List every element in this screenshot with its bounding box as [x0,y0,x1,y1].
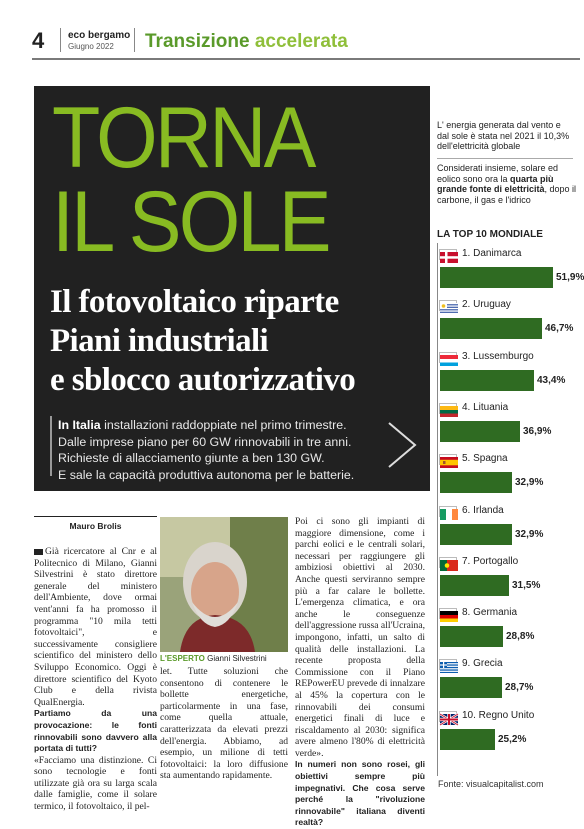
deck-text [58,417,378,483]
country-label: 3. Lussemburgo [462,350,534,362]
issue-date: Giugno 2022 [68,42,114,51]
country-label: 10. Regno Unito [462,709,535,721]
country-label: 1. Danimarca [462,248,522,259]
section-title-part2: accelerata [254,31,348,52]
lithuania-flag-icon [439,403,457,414]
section-title [145,31,348,53]
chart-row [437,450,577,500]
chart-row [437,604,577,654]
value-label: 32,9% [515,528,544,540]
publication-brand: eco bergamo [68,30,131,41]
sidebar-note-post: , dopo il carbone, il gas e l'idrico [437,184,577,205]
subheadline [50,283,430,400]
chart-title: LA TOP 10 MONDIALE [437,229,543,240]
country-label: 5. Spagna [462,453,508,465]
deck-bar [50,416,52,476]
chart-row [437,502,577,552]
photo-caption [160,654,288,663]
value-label: 32,9% [515,477,544,489]
uk-flag-icon [439,711,457,722]
interview-question-1: Partiamo da una provocazione: le fonti rinnovabili sono davvero alla portata di tutti? [34,708,157,754]
sidebar-note-bold: quarta più grande fonte di elettricità [437,173,554,194]
subheadline-line1: Il fotovoltaico riparte [50,284,339,320]
subheadline-line3: e sblocco autorizzativo [50,362,356,398]
chart-row [437,348,577,398]
chevron-right-icon [385,420,419,470]
value-label: 25,2% [498,733,527,745]
subheadline-line2: Piani industriali [50,323,269,359]
country-label: 4. Lituania [462,401,509,413]
deck-line2: Dalle imprese piano per 60 GW rinnovabili in tre anni. [58,434,352,449]
paragraph-3: Poi ci sono gli impianti di maggiore dimensione, come i parchi eolici e le centrali solari, necessari per raggiungere gli ambiziosi obiettivi al 2030. Anche questi serviranno sempre più a far calare le bollette. L'emergenza climatica, e ora anche le conseguenze dell'aggressione russa all'Ucraina, impongono, infatti, un salto di qualità delle installazioni. La recente proposta della Commissione con il Piano REPowerEU prevede di innalzare al 45% la copertura con le rinnovabili dei consumi energetici finali di luce e riscaldamento al 2030: significa avere almeno l'80% di elettricità verde». [295,516,425,759]
chart-bar [440,677,502,698]
denmark-flag-icon [439,249,457,260]
country-label: 7. Portogallo [462,555,519,567]
greece-flag-icon [439,659,457,670]
deck-lead: In Italia [58,418,101,432]
chart-source: Fonte: visualcapitalist.com [438,779,544,789]
headline-line1: TORNA [52,90,314,186]
sidebar-note-pre: Considerati insieme, solare ed eolico sono ora la [437,163,559,184]
article-column-2: let. Tutte soluzioni che consentono di contenere le bollette energetiche, particolarmente in una fase, come quella attuale, caratterizzata da elevati prezzi dell'energia. Abbiamo, ad esempio, un milione di tetti fotovoltaici: la loro diffusione sta aumentando rapidamente. [160,666,288,782]
paragraph-marker [34,549,43,555]
chart-row [437,399,577,449]
value-label: 28,8% [506,631,535,643]
sidebar-rule [437,158,573,159]
byline-rule [34,516,157,517]
chart-bar [440,626,503,647]
header-rule [32,58,580,60]
value-label: 46,7% [545,323,574,335]
deck-line4: E sale la capacità produttiva autonoma per le batterie. [58,467,355,482]
article-column-1 [34,546,157,813]
country-label: 9. Grecia [462,658,503,670]
portugal-flag-icon [439,557,457,568]
country-label: 2. Uruguay [462,299,511,311]
section-title-part1: Transizione [145,31,250,52]
chart-bar [440,472,512,493]
deck-line3: Richieste di allacciamento giunte a ben 130 GW. [58,451,325,465]
sidebar-intro: L' energia generata dal vento e dal sole è stata nel 2021 il 10,3% dell'elettricità globale [437,120,570,151]
chart-row [437,655,577,705]
value-label: 51,9% [556,272,584,283]
caption-kicker: L'ESPERTO [160,654,205,663]
chart-bar [440,267,553,288]
sidebar-note [437,163,577,205]
headline [52,90,402,270]
germany-flag-icon [439,608,457,619]
chart-row [437,245,584,295]
headline-line2: IL SOLE [52,174,329,270]
interview-question-2: In numeri non sono rosei, gli obiettivi sempre più impegnativi. Che cosa serve perché la "rivoluzione rinnovabile" italiana diventi realtà? [295,759,425,828]
chart-bar [440,729,495,750]
paragraph-2: «Facciamo una distinzione. Ci sono tecnologie e fonti utilizzate già ora su larga scala dalle famiglie, come il solare termico, il fotovoltaico, il pel- [34,754,157,813]
spain-flag-icon [439,454,457,465]
caption-name: Gianni Silvestrini [207,654,267,663]
header-divider [134,28,135,52]
ireland-flag-icon [439,506,457,517]
chart-row [437,707,577,757]
chart-row [437,553,577,603]
value-label: 31,5% [512,579,541,591]
chart-bar [440,421,520,442]
chart-bar [440,370,534,391]
country-label: 6. Irlanda [462,504,504,516]
uruguay-flag-icon [439,300,457,311]
value-label: 36,9% [523,425,552,437]
header-divider [60,28,61,52]
portrait-photo [160,517,288,652]
chart-bar [440,524,512,545]
value-label: 28,7% [505,682,534,694]
value-label: 43,4% [537,374,566,386]
deck-line1: installazioni raddoppiate nel primo trimestre. [100,418,347,432]
paragraph-1: Già ricercatore al Cnr e al Politecnico di Milano, Gianni Silvestrini è stato direttore generale del ministero dell'Ambiente, dove ormai vent'anni fa ha promosso il programma "10 mila tetti fotovoltaici", e successivamente consigliere scientifico del ministero dello Sviluppo Economico. Oggi è direttore scientifico del Kyoto Club e della rivista QualEnergia. [34,546,157,708]
chart-row [437,296,577,346]
chart-bar [440,318,542,339]
luxembourg-flag-icon [439,352,457,363]
byline: Mauro Brolis [69,521,122,531]
country-label: 8. Germania [462,607,518,619]
article-column-3 [295,516,425,829]
chart-bar [440,575,509,596]
page-number: 4 [32,28,45,53]
